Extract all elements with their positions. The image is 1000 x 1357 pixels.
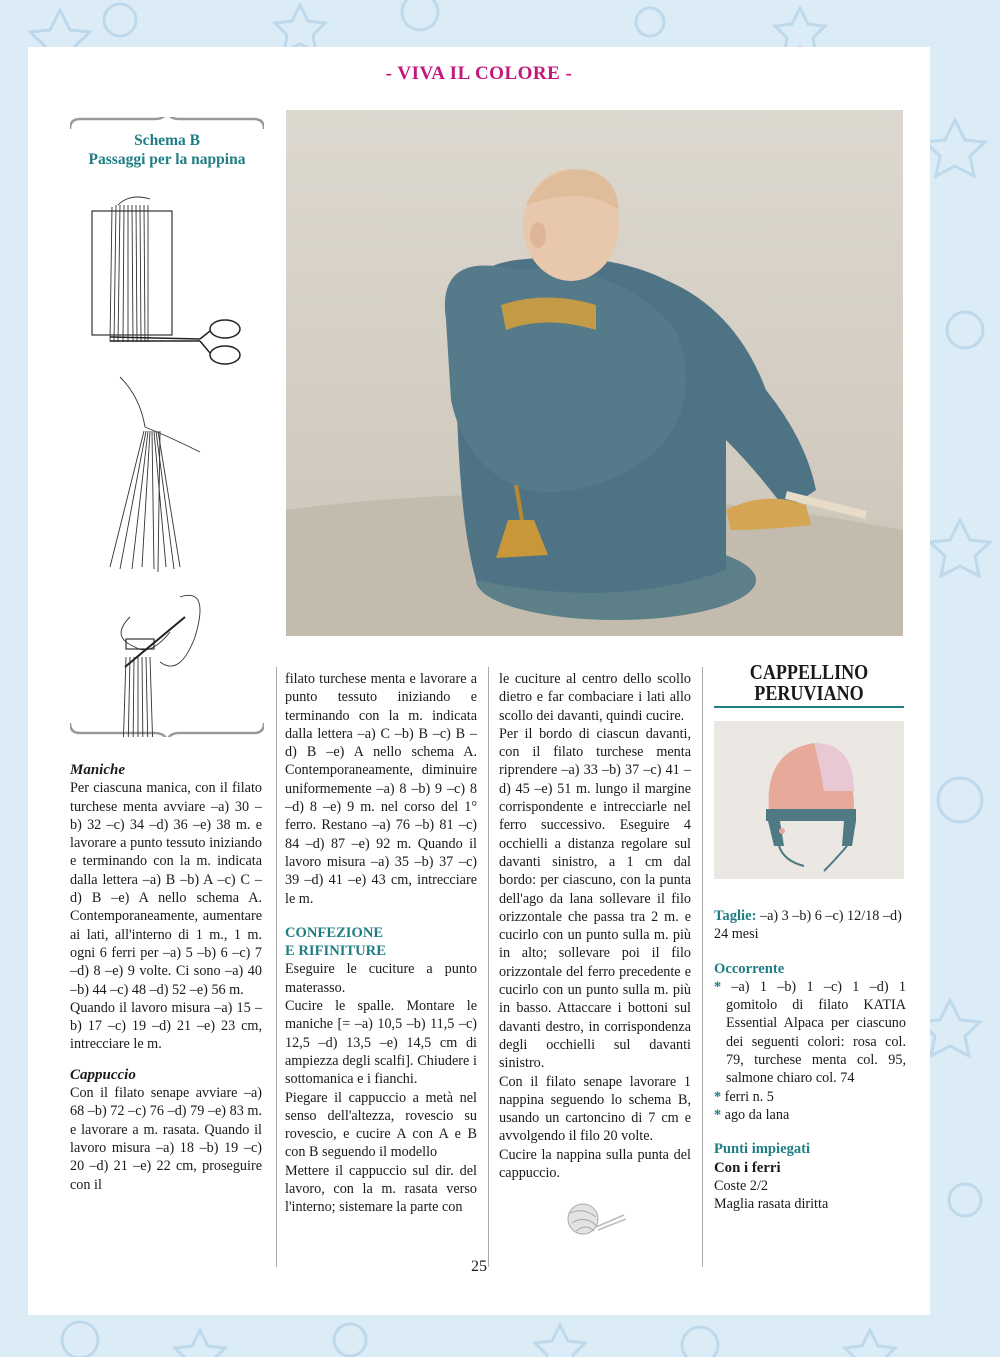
column-divider [488,667,489,1267]
schema-title-line2: Passaggi per la nappina [88,151,246,168]
occorrente-item [714,1106,906,1124]
occorrente-item [714,978,906,1088]
yarn-ball-icon [558,1197,628,1237]
occorrente-item [714,1088,906,1106]
column-1 [70,761,262,1194]
title-rule [714,706,904,708]
cappellino-title [727,662,890,704]
taglie-line [714,907,906,944]
body-paragraph: le cuciture al centro dello scollo dietro e far combaciare i lati allo scollo dei davanti, quindi cucire. [499,671,691,724]
occorrente-item-text: ago da lana [724,1106,790,1123]
schema-b-illustration [70,117,264,737]
con-ferri-subheading: Con i ferri [714,1159,781,1176]
page-number: 25 [471,1258,487,1275]
column-4 [714,907,906,1213]
schema-b-title [70,131,264,169]
maniche-paragraph: Quando il lavoro misura –a) 15 –b) 17 –c) 19 –d) 21 –e) 23 cm, intrecciare le m. [70,999,262,1053]
body-paragraph: Eseguire le cuciture a punto materasso. [285,961,477,996]
baby-hoodie-photo [286,110,903,636]
cappellino-title-line1: CAPPELLINO [749,660,869,684]
taglie-text: –a) 3 –b) 6 –c) 12/18 –d) 24 mesi [714,908,902,943]
schema-title-line1: Schema B [134,132,200,149]
confezione-heading [285,924,477,961]
cappuccio-paragraph: Con il filato senape avviare –a) 68 –b) 72 –c) 76 –d) 79 –e) 83 m. e lavorare a m. rasata. Quando il lavoro misura –a) 18 –b) 19 –c) 20 –d) 21 –e) 22 cm, proseguire con il [70,1085,262,1193]
body-paragraph: Piegare il cappuccio a metà nel senso dell'altezza, rovescio su rovescio, e cucire A con A e B con B seguendo il modello [285,1089,477,1161]
body-paragraph: filato turchese menta e lavorare a punto tessuto iniziando e terminando con la m. indicata dalla lettera –a) C –b) B –c) B –d) B –e) A nello schema A. Contemporaneamente, diminuire uniformemente –a) 8 –b) 9 –c) 8 –d) 8 –e) 9 m. nel corso del 1° ferro. Restano –a) 76 –b) 81 –c) 84 –d) 87 –e) 92 m. Quando il lavoro misura –a) 35 –b) 37 –c) 39 –d) 41 –e) 43 cm, intrecciare le m. [285,671,477,907]
asterisk-icon: * [714,1106,725,1123]
taglie-label: Taglie: [714,908,757,924]
body-paragraph: Cucire la nappina sulla punta del cappuccio. [499,1146,691,1182]
column-divider [276,667,277,1267]
punti-item: Coste 2/2 [714,1177,768,1194]
maniche-heading: Maniche [70,762,126,778]
punti-item: Maglia rasata diritta [714,1196,829,1213]
column-divider [702,667,703,1267]
body-paragraph: Per il bordo di ciascun davanti, con il filato turchese menta riprendere –a) 33 –b) 37 –c) 41 –d) 45 –e) 51 m. lungo il margine corrispondente e intrecciarle nel ferro successivo. Eseguire 4 occhielli a distanza regolare sul davanti sinistro, a 1 cm dal bordo: per ciascuno, con la punta dell'ago da lana sollevare il filo orizzontale che passa tra 2 m. e cucirlo con un punto sulla m. più in alto; sollevare poi il filo orizzontale del ferro precedente e cucirlo con un punto sulla m. più in basso. Attaccare i bottoni sul davanti destro, in corrispondenza degli occhielli sul davanti sinistro. [499,725,691,1072]
confezione-heading-line1: CONFEZIONE [285,924,384,941]
cappellino-title-line2: PERUVIANO [754,681,864,705]
maniche-paragraph: Per ciascuna manica, con il filato turchese menta avviare –a) 30 –b) 32 –c) 34 –d) 36 –e) 38 m. e lavorare a punto tessuto iniziando e terminando con la m. indicata dalla lettera –a) B –b) A –c) C –d) B –e) A nello schema A. Contemporaneamente, aumentare ai lati, all'interno di 1 m., 1 m. ogni 6 ferri per –a) 5 –b) 6 –c) 7 –d) 8 –e) 9 volte. Ci sono –a) 40 –b) 44 –c) 48 –d) 52 –e) 56 m. [70,780,262,998]
column-2 [285,670,477,1217]
column-3 [499,670,691,1182]
punti-heading: Punti impiegati [714,1141,811,1158]
body-paragraph: Cucire le spalle. Montare le maniche [= –a) 10,5 –b) 11,5 –c) 12,5 –d) 13,5 –e) 14,5 cm di ampiezza degli scalfi]. Chiudere i sottomanica e i fianchi. [285,998,477,1088]
page-header: - VIVA IL COLORE - [385,63,573,84]
page-sheet [28,47,930,1315]
occorrente-item-text: ferri n. 5 [724,1088,774,1105]
body-paragraph: Mettere il cappuccio sul dir. del lavoro, con la m. rasata verso l'interno; sistemare la parte con [285,1162,477,1216]
confezione-heading-line2: E RIFINITURE [285,943,386,960]
body-paragraph: Con il filato senape lavorare 1 nappina seguendo lo schema B, usando un cartoncino di 7 cm e avvolgendo il filo 20 volte. [499,1073,691,1145]
occorrente-heading: Occorrente [714,960,785,977]
cappuccio-heading: Cappuccio [70,1066,136,1083]
hat-photo [714,721,904,879]
asterisk-icon: * [714,1088,725,1105]
occorrente-item-text: –a) 1 –b) 1 –c) 1 –d) 1 gomitolo di filato KATIA Essential Alpaca per ciascuno dei seguenti colori: rosa col. 79, turchese menta col. 95, salmone chiaro col. 74 [726,978,906,1087]
asterisk-icon: * [714,978,732,995]
